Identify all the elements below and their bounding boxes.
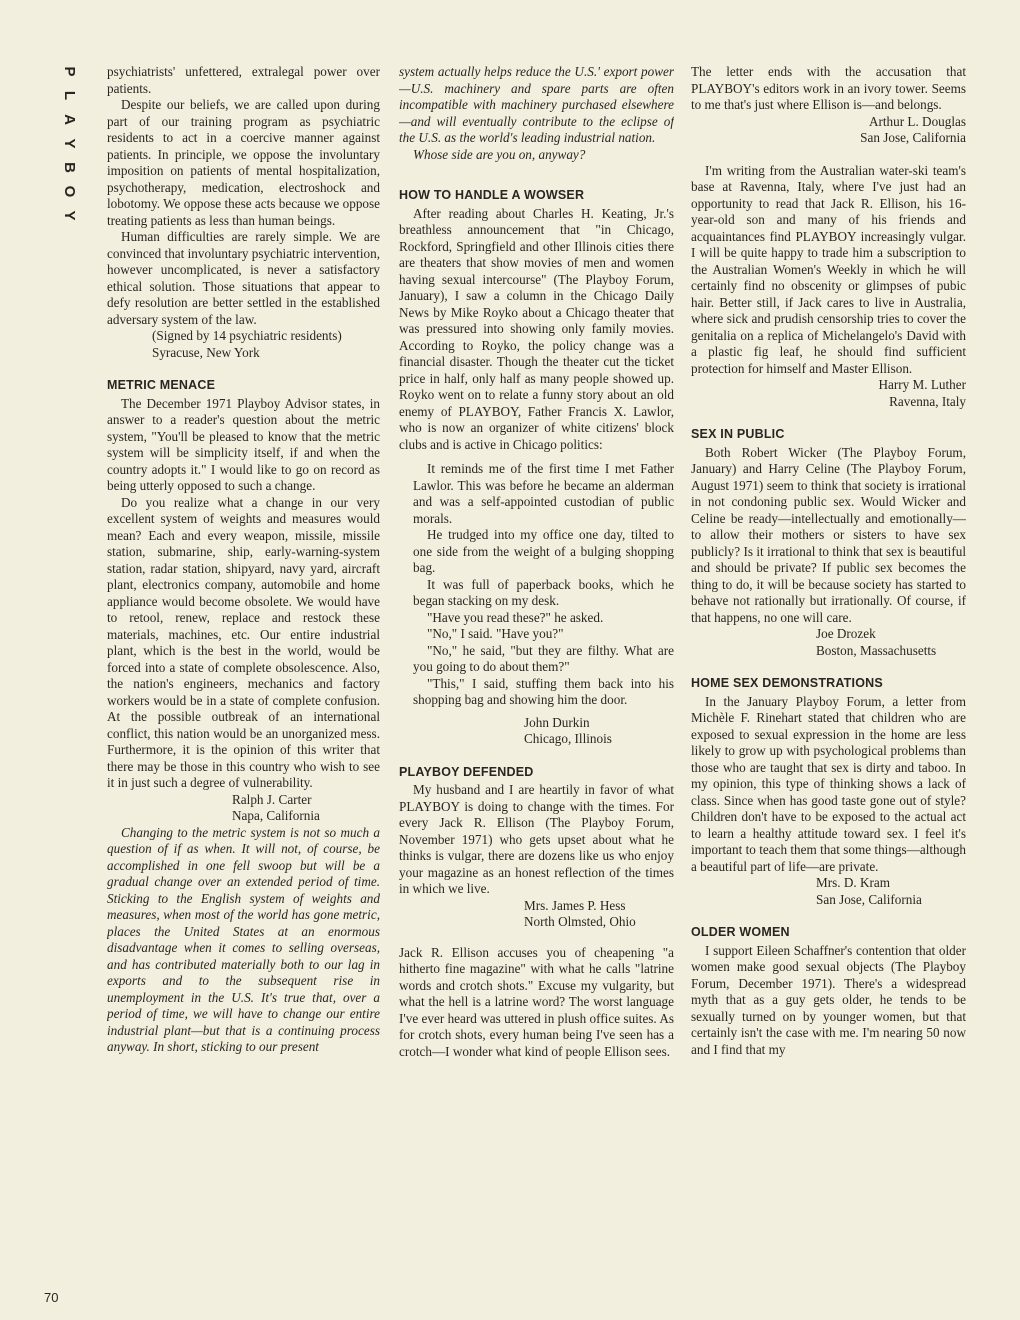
signature-location: San Jose, California — [816, 891, 922, 907]
paragraph: I support Eileen Schaffner's contention that older women make good sexual objects (The Playboy Forum, December 1971). There's a widespread myth that as a guy gets older, he tends to be sexually turned on by younger women, but that certainly isn't the case with me. I'm nearing 50 now and I find that my — [691, 942, 966, 1057]
signature-name: Harry M. Luther — [878, 377, 966, 392]
paragraph: The letter ends with the accusation that PLAYBOY's editors work in an ivory tower. Seems to me that's just where Ellison is—and belongs. — [691, 64, 966, 112]
editor-reply: system actually helps reduce the U.S.' export power—U.S. machinery and spare parts are often incompatible with machinery purchased elsewhere—and will eventually contribute to the eclipse of the U.S. as the world's leading industrial nation. — [399, 64, 674, 145]
signature-location: Ravenna, Italy — [889, 393, 966, 409]
signature-location: Syracuse, New York — [152, 344, 260, 360]
column-right — [691, 64, 966, 1304]
quote-paragraph: He trudged into my office one day, tilted to one side from the weight of a bulging shopping bag. — [413, 527, 674, 575]
editor-reply: Whose side are you on, anyway? — [413, 146, 586, 162]
sidebar-letter: Y — [61, 138, 78, 150]
signature-name: Joe Drozek — [816, 626, 876, 641]
sidebar-letter: L — [61, 90, 78, 102]
block-quote — [399, 461, 674, 709]
editor-reply: Changing to the metric system is not so much a question of if as when. It will not, of course, be accomplished in one fell swoop but will be a gradual change over an extended period of time. Sticking to the English system of weights and measures, when most of the world has gone metric, places the United States at an enormous disadvantage when it comes to selling overseas, and has contributed materially both to our lag in exports and to the subsequent rise in unemployment in the U.S. It's true that, over a period of time, we will have to change our entire industrial plant—but that is a continuing process anyway. In short, sticking to our present — [107, 824, 380, 1054]
paragraph: psychiatrists' unfettered, extralegal power over patients. — [107, 64, 380, 96]
quote-paragraph: It was full of paperback books, which he began stacking on my desk. — [413, 576, 674, 608]
sidebar-letter: O — [61, 185, 78, 199]
page-number: 70 — [44, 1290, 59, 1305]
section-heading: OLDER WOMEN — [691, 925, 790, 939]
sidebar-letter: B — [61, 162, 78, 174]
section-heading: METRIC MENACE — [107, 378, 216, 392]
paragraph: Do you realize what a change in our very excellent system of weights and measures would mean? Each and every weapon, missile, missile station, submarine, ship, early-warning-system station, radar station, shipyard, navy yard, aircraft plant, electronics company, automobile and home appliance would become obsolete. We would have to retool, renew, replace and restock these materials, machines, etc. Our entire industrial plant, which is the best in the world, would be forced into a state of complete obsolescence. Also, the nation's engineers, mechanics and factory workers would be in a state of complete confusion. At the possible outbreak of an international conflict, this nation would be an unorganized mess. Furthermore, it is the opinion of this writer that there may be those in this country who wish to see it in just such a degree of vulnerability. — [107, 494, 380, 790]
quote-paragraph: "No," I said. "Have you?" — [427, 626, 564, 641]
quote-paragraph: It reminds me of the first time I met Father Lawlor. This was before he became an alderman and was a self-appointed custodian of public morals. — [413, 461, 674, 526]
signature-location: Chicago, Illinois — [524, 731, 612, 746]
section-heading: PLAYBOY DEFENDED — [399, 764, 534, 779]
signature-name: Mrs. James P. Hess — [524, 897, 626, 913]
signature-location: North Olmsted, Ohio — [524, 914, 636, 929]
sidebar-letter: Y — [61, 210, 78, 222]
paragraph: I'm writing from the Australian water-ski team's base at Ravenna, Italy, where I've just had an opportunity to read that Jack R. Ellison, his 16-year-old son and many of his friends and acquaintances find PLAYBOY increasingly vulgar. I will be quite happy to trade him a subscription to the Australian Women's Weekly in which he will certainly find no obscenity or glimpses of pubic hair. Better still, if Jack cares to live in Australia, where sick and prudish censorship tries to cover the genitalia on a replica of Michelangelo's David with a plastic fig leaf, he should find sufficient protection for himself and Master Ellison. — [691, 162, 966, 376]
paragraph: In the January Playboy Forum, a letter from Michèle F. Rinehart stated that children who are exposed to sexual expression in the home are less likely to grow up with psychological problems than those who are taught that sex is dirty and taboo. In my opinion, this type of thinking shows a lack of class. Since when has good taste gone out of style? Children don't have to be exposed to the actual act to learn a healthy attitude toward sex. I feel it's important to teach them that some things—although a beautiful part of life—are private. — [691, 693, 966, 874]
paragraph: Human difficulties are rarely simple. We are convinced that involuntary psychiatric intervention, however uncomplicated, is never a satisfactory ethical solution. Those situations that appear to defy resolution are better settled in the established adversary system of the law. — [107, 229, 380, 327]
sidebar-letter: A — [61, 114, 78, 126]
signature-name: (Signed by 14 psychiatric residents) — [152, 328, 342, 343]
paragraph: My husband and I are heartily in favor of what PLAYBOY is doing to change with the times. For every Jack R. Ellison (The Playboy Forum, November 1971) who gets upset about what he thinks is vulgar, there are dozens like us who enjoy your magazine as an honest reflection of the times in which we live. — [399, 782, 674, 896]
signature-location: Napa, California — [232, 808, 320, 823]
section-heading: HOW TO HANDLE A WOWSER — [399, 188, 585, 202]
signature-name: John Durkin — [524, 714, 590, 730]
signature-location: Boston, Massachusetts — [816, 642, 937, 658]
quote-paragraph: "This," I said, stuffing them back into his shopping bag and showing him the door. — [413, 675, 674, 707]
quote-paragraph: "No," he said, "but they are filthy. What are you going to do about them?" — [413, 642, 674, 674]
column-left — [107, 64, 380, 1304]
paragraph: Both Robert Wicker (The Playboy Forum, January) and Harry Celine (The Playboy Forum, August 1971) seem to think that society is irrational in not condoning public sex. Would Wicker and Celine be ready—intellectually and emotionally—to allow their mothers or sisters to have sex publicly? Is it irrational to think that sex is beautiful and should be private? If public sex becomes the thing to do, it will be because society has started to behave not rationally but irrationally. Of course, if that happens, no one will care. — [691, 444, 966, 625]
paragraph: Despite our beliefs, we are called upon during part of our training program as psychiatric residents to act in a coercive manner against patients. In principle, we oppose the involuntary imposition on patients of mental hospitalization, psychotherapy, medication, electroshock and lobotomy. We oppose these acts because we oppose treating patients as less than human beings. — [107, 97, 380, 228]
section-heading: HOME SEX DEMONSTRATIONS — [691, 676, 883, 690]
signature-name: Mrs. D. Kram — [816, 875, 890, 890]
quote-paragraph: "Have you read these?" he asked. — [427, 609, 604, 625]
signature-name: Ralph J. Carter — [232, 791, 312, 807]
column-middle — [399, 64, 674, 1304]
paragraph: Jack R. Ellison accuses you of cheapening "a hitherto fine magazine" with what he calls "latrine words and crotch shots." Excuse my vulgarity, but what the hell is a latrine word? The worst language I've ever heard was uttered in plush office suites. As for crotch shots, every human being I've seen has a crotch—I wonder what kind of people Ellison sees. — [399, 944, 674, 1059]
signature-name: Arthur L. Douglas — [868, 113, 966, 129]
paragraph: The December 1971 Playboy Advisor states, in answer to a reader's question about the metric system, "You'll be pleased to know that the metric system will be simplicity itself, if and when the country adopts it." I would like to go on record as being utterly opposed to such a change. — [107, 395, 380, 493]
section-heading: SEX IN PUBLIC — [691, 427, 785, 441]
sidebar-letter: P — [61, 66, 78, 78]
magazine-name-vertical — [55, 60, 78, 228]
signature-location: San Jose, California — [860, 130, 966, 145]
paragraph: After reading about Charles H. Keating, Jr.'s breathless announcement that "in Chicago, Rockford, Springfield and other Illinois cities there are theaters that show movies of men and women having sexual intercourse" (The Playboy Forum, January), I saw a column in the Chicago Daily News by Mike Royko about a Chicago theater that was pressured into showing only family movies. According to Royko, the policy change was a financial disaster. Though the theater cut the ticket price in half, only half as many people showed up. Royko went on to relate a funny story about an old enemy of PLAYBOY, Father Francis X. Lawlor, who is now an organizer of white citizens' block clubs and is active in Chicago politics: — [399, 205, 674, 452]
